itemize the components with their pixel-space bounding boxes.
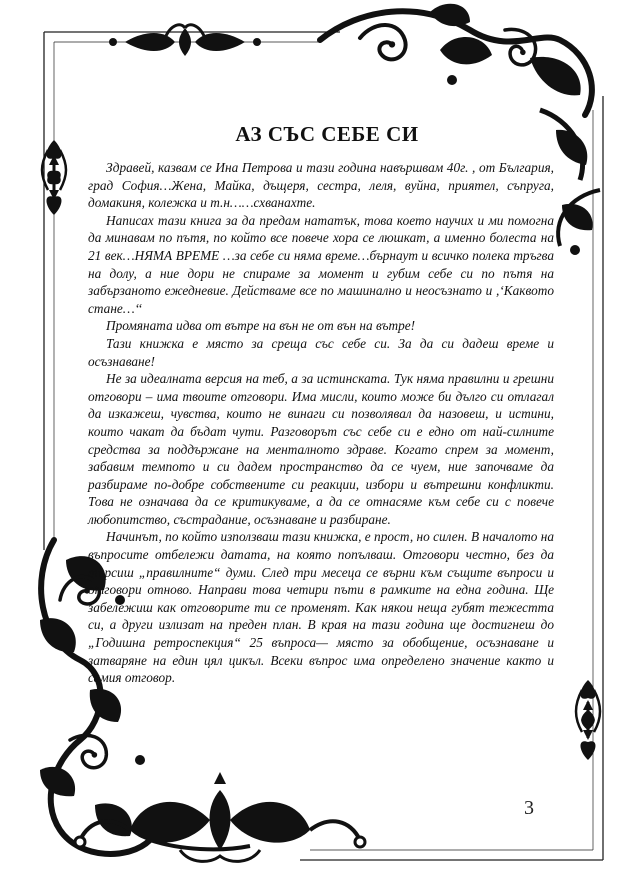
- body-text: [88, 159, 554, 687]
- page-number: 3: [524, 797, 534, 819]
- paragraph-intro: Здравей, казвам се Ина Петрова и тази година навършвам 40г. , от България, град София…Жена, Майка, дъщеря, сестра, леля, вуйна, приятел, съпруга, домакиня, колежка и т.н……схванахте.: [88, 160, 554, 211]
- paragraph-why-book: Написах тази книга за да предам нататък, това което научих и ми помогна да минавам по пътя, по който все повече хора се люшкат, а именно болеста на 21 век…НЯМА ВРЕМЕ …за себе си няма време…бърнаут и всичко полека тръгва на долу, а ние дори не спираме за момент и губим себе си по пътя на забързаното ежедневие. Действаме все по машинално и неосъзнато и ,‘Каквото стане…‘‘: [88, 212, 554, 316]
- top-lotus-ornament-icon: [109, 25, 261, 56]
- heart-vine-left-icon: [42, 140, 66, 215]
- paragraph-change: Промяната идва от вътре на вън не от вън на вътре!: [106, 318, 416, 334]
- paragraph-meeting-self: Тази книжка е място за среща със себе си. За да си дадеш време и осъзнаване!: [88, 335, 554, 369]
- paragraph-true-version: Не за идеалната версия на теб, а за истинската. Тук няма правилни и грешни отговори – има твоите отговори. Има мисли, които може би дълго си отлагал да изкажеш, чувства, които не винаги си позволявал да назовеш, и истини, които чакат да бъдат чути. Разговорът със себе си е едно от най-силните средства за поддържане на менталното здраве. Когато спрем за момент, забавим темпото и си дадем пространство да се чуем, ние започваме да разбираме по-добре собствените си реакции, избори и вътрешни конфликти. Това не означава да се критикуваме, а да се отнасяме към себе си с повече любопитство, състрадание, осъзнаване и разбиране.: [88, 371, 554, 527]
- page-title: АЗ СЪС СЕБЕ СИ: [235, 122, 419, 146]
- heart-vine-right-icon: [576, 680, 600, 760]
- paragraph-how-to-use: Начинът, по който използваш тази книжка, е прост, но силен. В началото на въпросите отбележи датата, на която попълваш. Отговори честно, без да търсиш „правилните“ думи. След три месеца се върни към същите въпроси и отговори отново. Направи това четири пъти в рамките на една година. Ще забележиш как отговорите ти се променят. Как някои неща губят тежестта си, а други излизат на преден план. В края на тази година ще достигнеш до „Годишна ретроспекция“ 25 въпроса— място за обобщение, осъзнаване и затваряне на един цял цикъл. Всеки въпрос има определено значение както и самия отговор.: [88, 529, 554, 686]
- page-content: [88, 122, 554, 687]
